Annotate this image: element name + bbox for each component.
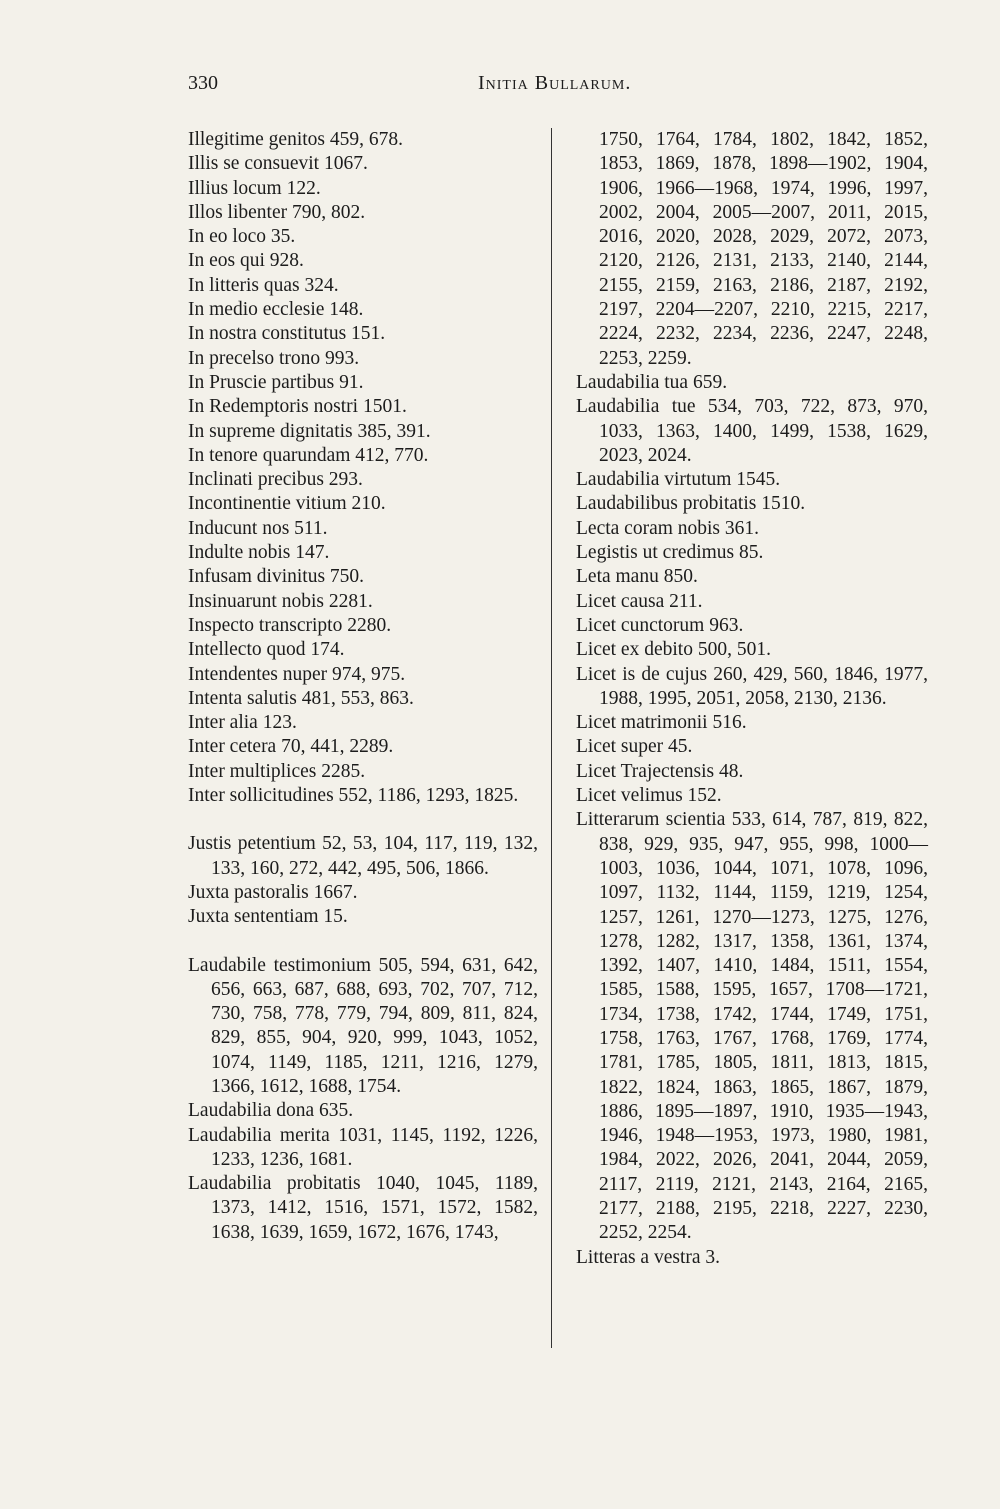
index-entry: Illius locum 122.: [188, 177, 321, 199]
index-entry: In medio ecclesie 148.: [188, 299, 364, 321]
index-entry: Licet matrimonii 516.: [576, 712, 747, 734]
index-entry: Justis petentium 52, 53, 104, 117, 119, 132, 133, 160, 272, 442, 495, 506, 1866.: [188, 833, 538, 879]
index-entry: Insinuarunt nobis 2281.: [188, 590, 373, 612]
column-divider: [551, 128, 552, 1348]
index-entry: Laudabilia merita 1031, 1145, 1192, 1226, 1233, 1236, 1681.: [188, 1124, 538, 1170]
page-header: [188, 72, 928, 100]
index-entry: Licet is de cujus 260, 429, 560, 1846, 1977, 1988, 1995, 2051, 2058, 2130, 2136.: [576, 663, 928, 709]
index-entry: In eo loco 35.: [188, 226, 296, 248]
index-entry: Illis se consuevit 1067.: [188, 153, 368, 175]
index-entry: Intellecto quod 174.: [188, 639, 345, 661]
index-entry: Licet cunctorum 963.: [576, 614, 744, 636]
index-entry: Incontinentie vitium 210.: [188, 493, 386, 515]
index-entry: Inter multiplices 2285.: [188, 760, 366, 782]
index-entry: In Redemptoris nostri 1501.: [188, 396, 407, 418]
index-entry: Litterarum scientia 533, 614, 787, 819, 822, 838, 929, 935, 947, 955, 998, 1000—1003, 1036, 1044, 1071, 1078, 1096, 1097, 1132, 1144, 1159, 1219, 1254, 1257, 1261, 1270—1273, 1275, 1276, 1278, 1282, 1317, 1358, 1361, 1374, 1392, 1407, 1410, 1484, 1511, 1554, 1585, 1588, 1595, 1657, 1708—1721, 1734, 1738, 1742, 1744, 1749, 1751, 1758, 1763, 1767, 1768, 1769, 1774, 1781, 1785, 1805, 1811, 1813, 1815, 1822, 1824, 1863, 1865, 1867, 1879, 1886, 1895—1897, 1910, 1935—1943, 1946, 1948—1953, 1973, 1980, 1981, 1984, 2022, 2026, 2041, 2044, 2059, 2117, 2119, 2121, 2143, 2164, 2165, 2177, 2188, 2195, 2218, 2227, 2230, 2252, 2254.: [576, 809, 928, 1244]
index-entry: Inter sollicitudines 552, 1186, 1293, 1825.: [188, 785, 519, 807]
index-entry: Laudabilibus probitatis 1510.: [576, 493, 806, 515]
index-entry: Licet velimus 152.: [576, 785, 722, 807]
index-entry: Lecta coram nobis 361.: [576, 517, 760, 539]
index-entry: Inducunt nos 511.: [188, 517, 328, 539]
index-entry: Juxta pastoralis 1667.: [188, 881, 358, 903]
index-entry: Licet ex debito 500, 501.: [576, 639, 771, 661]
index-entry: In precelso trono 993.: [188, 347, 360, 369]
index-entry: Licet Trajectensis 48.: [576, 760, 744, 782]
index-entry: Licet causa 211.: [576, 590, 703, 612]
index-entry: Inclinati precibus 293.: [188, 469, 363, 491]
index-entry: In supreme dignitatis 385, 391.: [188, 420, 431, 442]
index-entry: Litteras a vestra 3.: [576, 1246, 721, 1268]
index-entry: In eos qui 928.: [188, 250, 304, 272]
index-entry: Juxta sententiam 15.: [188, 906, 348, 928]
index-entry: Illos libenter 790, 802.: [188, 201, 366, 223]
index-entry: Licet super 45.: [576, 736, 693, 758]
index-entry: Laudabile testimonium 505, 594, 631, 642, 656, 663, 687, 688, 693, 702, 707, 712, 730, 758, 778, 779, 794, 809, 811, 824, 829, 855, 904, 920, 999, 1043, 1052, 1074, 1149, 1185, 1211, 1216, 1279, 1366, 1612, 1688, 1754.: [188, 954, 538, 1097]
index-entry: Indulte nobis 147.: [188, 542, 330, 564]
index-entry: In nostra constitutus 151.: [188, 323, 386, 345]
index-entry: Illegitime genitos 459, 678.: [188, 129, 404, 150]
index-entry-continuation: 1750, 1764, 1784, 1802, 1842, 1852, 1853, 1869, 1878, 1898—1902, 1904, 1906, 1966—1968, 1974, 1996, 1997, 2002, 2004, 2005—2007, 2011, 2015, 2016, 2020, 2028, 2029, 2072, 2073, 2120, 2126, 2131, 2133, 2140, 2144, 2155, 2159, 2163, 2186, 2187, 2192, 2197, 2204—2207, 2210, 2215, 2217, 2224, 2232, 2234, 2236, 2247, 2248, 2253, 2259.: [599, 129, 928, 369]
index-entry: Laudabilia tue 534, 703, 722, 873, 970, 1033, 1363, 1400, 1499, 1538, 1629, 2023, 2024.: [576, 396, 928, 466]
index-entry: Laudabilia tua 659.: [576, 371, 728, 393]
right-column: [576, 128, 928, 1270]
index-entry: In litteris quas 324.: [188, 274, 339, 296]
index-entry: Laudabilia dona 635.: [188, 1100, 354, 1122]
page-number: 330: [188, 72, 218, 94]
left-column: [188, 128, 538, 1245]
index-entry: Inter cetera 70, 441, 2289.: [188, 736, 394, 758]
index-entry: Intendentes nuper 974, 975.: [188, 663, 406, 685]
index-entry: Legistis ut credimus 85.: [576, 542, 764, 564]
index-entry: Inspecto transcripto 2280.: [188, 614, 392, 636]
index-entry: Infusam divinitus 750.: [188, 566, 365, 588]
index-entry: Leta manu 850.: [576, 566, 698, 588]
index-entry: Laudabilia probitatis 1040, 1045, 1189, 1373, 1412, 1516, 1571, 1572, 1582, 1638, 1639, 1659, 1672, 1676, 1743,: [188, 1173, 538, 1243]
index-entry: Inter alia 123.: [188, 712, 297, 734]
index-entry: In tenore quarundam 412, 770.: [188, 444, 429, 466]
running-title: Initia Bullarum.: [478, 72, 632, 94]
index-entry: Laudabilia virtutum 1545.: [576, 469, 781, 491]
index-entry: In Pruscie partibus 91.: [188, 371, 364, 393]
index-entry: Intenta salutis 481, 553, 863.: [188, 687, 414, 709]
